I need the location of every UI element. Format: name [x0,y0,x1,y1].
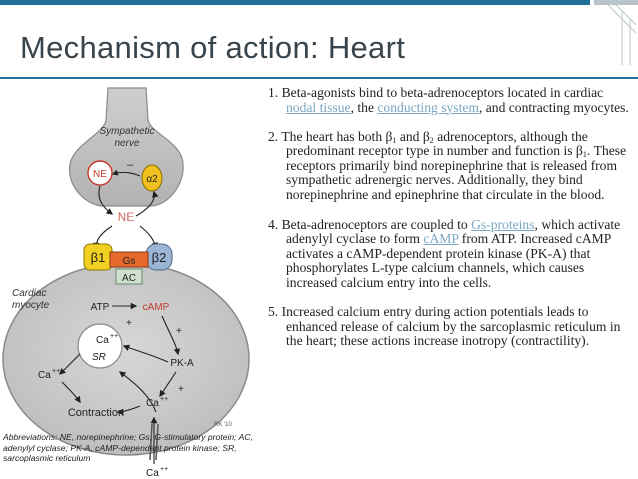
point-4 [268,218,630,291]
heart-mechanism-figure [0,84,252,479]
beta1-subscript: 1 [392,135,397,145]
conducting-system-link[interactable]: conducting system [377,99,479,115]
ne-released-label: NE [117,210,135,224]
plus-sign-1: + [176,326,182,337]
extracellular-ca-label: Ca [146,468,159,479]
channel-ca-charge: ++ [160,396,169,403]
title-divider [0,77,638,79]
camp-label: cAMP [142,302,170,313]
pka-label: PK-A [170,358,194,369]
point-1-lead: 1. Beta-agonists bind to beta-adrenoceptors located in cardiac [268,85,604,100]
nerve-label-line1: Sympathetic [99,126,155,137]
point-1-mid: , the [350,99,378,115]
ac-label: AC [122,273,136,284]
corner-decoration [608,5,636,65]
beta1-label: β1 [90,250,106,265]
cytosol-ca-label: Ca [38,370,51,381]
slide-title: Mechanism of action: Heart [20,30,406,65]
nodal-tissue-link[interactable]: nodal tissue [286,99,351,115]
point-2-mid: adrenoceptors, although the predominant receptor type in number and function is β [286,128,588,159]
author-initials: RK '10 [214,422,232,428]
gs-label: Gs [122,256,136,267]
cell-label-line2: myocyte [12,300,50,311]
point-5: 5. Increased calcium entry during action potentials leads to enhanced release of calcium by the sarcoplasmic reticulum in the heart; these actions increase inotropy (contractility). [268,304,621,349]
top-accent-bar-main [0,0,590,5]
beta1-subscript-2: 1 [582,150,587,160]
point-4-lead: 4. Beta-adrenoceptors are coupled to [268,216,472,232]
contraction-label: Contraction [67,407,125,419]
sr-ca-label: Ca [96,335,109,346]
point-4-tail: from ATP. Increased cAMP activates a cAMP-dependent protein kinase (PK-A) that phosphorylates L-type calcium channels, which causes increased calcium entry into the cells. [286,231,611,291]
point-1-tail: , and contracting myocytes. [478,99,629,115]
plus-sign-3: + [178,384,184,395]
sr-ca-charge: ++ [110,333,119,340]
beta2-subscript: 2 [429,135,434,145]
channel-ca-label: Ca [146,398,159,409]
inhibition-sign: – [126,159,134,171]
alpha2-label: α2 [146,174,158,185]
plus-sign-2: + [126,318,132,329]
point-2-and: and β [396,128,430,144]
cytosol-ca-charge: ++ [52,368,61,375]
gs-proteins-link[interactable]: Gs-proteins [471,216,535,232]
mechanism-points [268,86,630,363]
point-4-mid: , which activate adenylyl cyclase to form [286,216,621,247]
extracellular-ca-charge: ++ [160,466,169,473]
cell-label-line1: Cardiac [12,288,47,299]
atp-label: ATP [90,302,110,313]
nerve-label-line2: nerve [114,138,140,149]
top-accent-bar [0,0,638,5]
point-2-tail: . These receptors primarily bind norepinephrine that is released from sympathetic adrenergic nerves. Additionally, they bind norepinephrine and epinephrine that circulate in the blood. [286,143,627,203]
camp-link[interactable]: cAMP [423,231,459,247]
point-2 [268,130,630,203]
sr-label: SR [92,352,106,363]
point-1 [268,86,630,115]
point-2-lead: 2. The heart has both β [268,128,393,144]
ne-vesicle-label: NE [93,169,107,180]
abbreviations-note: Abbreviations: NE, norepinephrine; Gs, G-stimulatory protein; AC, adenylyl cyclase; PK-A, cAMP-dependent protein kinase; SR, sarcoplasmic reticulum [3,432,253,464]
beta2-label: β2 [151,250,167,265]
